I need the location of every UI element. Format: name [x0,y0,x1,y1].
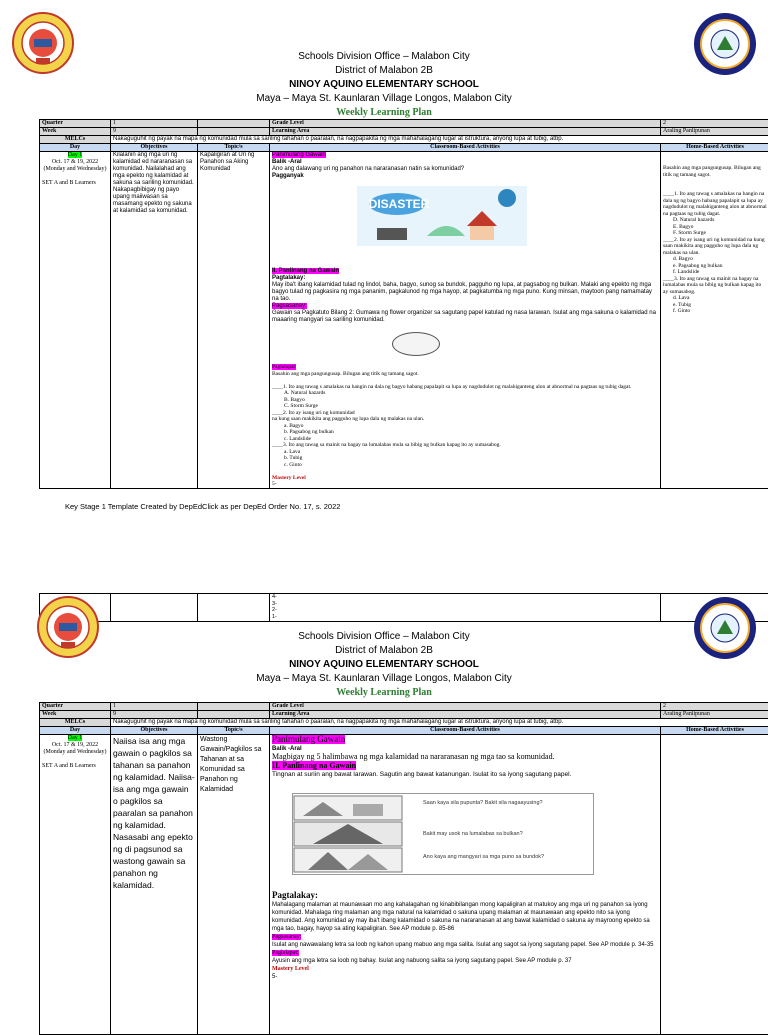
image-question-3: Ano kaya ang mangyari sa mga puno sa bundok? [423,854,588,861]
day-cell: Day 1 Oct. 17 & 19, 2022 (Monday and Wednesday) SET A and B Learners [40,152,111,489]
disaster-label: DISASTER [369,197,430,211]
page-title: Weekly Learning Plan [0,106,768,120]
learning-plan-table-1 [39,119,768,489]
topic-cell-2: Wastong Gawain/Pagkilos sa Tahanan at sa Komunidad sa Panahon ng Kalamidad [198,735,270,1035]
home-activities-2 [661,735,768,1035]
col-home: Home-Based Activities [661,144,768,152]
col-objectives: Objectives [111,144,198,152]
classroom-activities-2: Panimulang Gawain Balik -Aral Magbigay ng 5 halimbawa ng mga kalamidad na nararanasan ng mga tao sa komunidad. II. Panlinang na Gawain Tingnan at suriin ang bawat larawan. Sagutin ang bawat katanungan. Isulat ito sa iyong sagutang papel. Saan kaya sila pupunta? Bakit sila nagaayusing? Bakit may usok na lumalabas sa bulkan? Ano kaya ang mangyari sa mga puno sa bundok? Pagtalakay: Mahalagang malaman at maunawaan mo ang kahalagahan ng kinabibilangan mong kapaligiran at matukoy ang mga uri ng panahon sa iyong komunidad. Mahalaga ring malaman ang mga natural na kalamidad o sakuna upang malaman at maunawaan ang epekto nito sa iyong komunidad. Ang komunidad ay may iba't ibang kalamidad o sakuna na nararanasan at ang bawat kalamidad o sakuna ay mayroong epekto sa mga tao, bagay, hayop sa ating kapaligiran. See AP module p. 85-86 Pagsasanay: Isulat ang nawawalang letra sa loob ng kahon upang mabuo ang mga salita. Isulat ang sagot sa iyong sagutang papel. See AP module p. 34-35 Paglalapat: Ayusin ang mga letra sa loob ng bahay. Isulat ang nabuong salita sa iyong sagutang papel. See AP module p. 37 Mastery Level 5- [270,735,661,1035]
image-question-1: Saan kaya sila pupunta? Bakit sila nagaayusing? [423,800,588,807]
grade-value: 2 [661,120,768,128]
continuation-table: 4- 3- 2- 1- [39,593,768,622]
district-2: District of Malabon 2B [0,644,768,658]
melcs-label: MELCs [40,136,111,144]
day-cell-2: Day 1 Oct. 17 & 19, 2022 (Monday and Wednesday) SET A and B Learners [40,735,111,1035]
quarter-value: 1 [111,120,198,128]
disaster-image [357,186,527,246]
topic-cell: Kapaligiran at Uri ng Panahon sa Aking Komunidad [198,152,270,489]
district: District of Malabon 2B [0,64,768,78]
template-footer: Key Stage 1 Template Created by DepEdClick as per DepEd Order No. 17, s. 2022 [65,502,340,511]
suriin-images [292,793,594,875]
division-office: Schools Division Office – Malabon City [0,50,768,64]
classroom-activities: Panimulang Gawain Balik -Aral Ano ang dalawang uri ng panahon na nararanasan natin sa komunidad? Pagganyak DISASTER II. Panlinang na Gawain Pagtalakay: May iba't ibang kalamidad tulad ng lindol, baha, bagyo, sunog sa bundok, pagguho ng lupa, at pagsabog ng bulkan. Malaki ang epekto ng mga bagyo tulad ng pagkasira ng mga pananim, pagkalunod ng mga hayop, at pagkatumba ng mga puno. Kung minsan, maytoon pang namamatay na tao. Pagsasanay: Gawain sa Pagkatuto Bilang 2: Gumawa ng flower organizer sa sagutang papel katulad ng nasa larawan. Isulat ang mga sakuna o kalamidad na maaaring mangyari sa sariling komunidad. Paglalapat: Basahin ang mga pangungusap. Bilugan ang titik ng tamang sagot. ____1. Ito ang tawag s amalakas na hangin na dala ng bagyo habang papalapit sa lupa ay nagdudulot ng malahiganteng alon at abnormal na pagtaas ng tubig dagat. A. Natural hazards B. Bagyo C. Storm Surge ____2. Ito ay isang uri ng komunidad na kung saan makikita ang pagguho ng lupa dala ng malakas na ulan. a. Bagyo b. Pagsabog ng bulkan c. Landslide ____3. Ito ang tawag sa mainit na bagay na lumalabas mula sa bibig ng bulkan kapag ito ay sumasabog. a. Lava b. Tubig c. Ginto Mastery Level 5- [270,152,661,489]
week-label: Week [40,128,111,136]
learning-plan-table-2: Quarter 1 Grade Level 2 Week 9 Learning Area Araling Panlipunan MELCs Nakaguguhit ng payak na mapa ng komunidad mula sa sariling tahahan o paaralan, na nagpapakita ng mga mahahalagang lugar at istruktura, anyong lupa at tubig, atbp. Day Objectives Topic/s Classroom-Based Activities Home-Based Activities Day 1 Oct. 17 & 19, 2022 (Monday and Wednesday) SET A and B Learners Naiisa isa ang mga gawain o pagkilos sa tahanan sa panahon ng kalamidad. Naiisa-isa ang mga gawain o pagkilos sa paaralan sa panahon ng kalamidad. Nasasabi ang epekto ng di pagsunod sa wastong gawain sa panahon ng kalamidad. Wastong Gawain/Pagkilos sa Tahanan at sa Komunidad sa Panahon ng Kalamidad Panimulang Gawain Balik -Aral Magbigay ng 5 halimbawa ng mga kalamidad na nararanasan ng mga tao sa komunidad. II. Panlinang na Gawain Tingnan at suriin ang bawat larawan. Sagutin ang bawat katanungan. Isulat ito sa iyong sagutang papel. Saan kaya sila pupunta? Bakit sila nagaayusing? Bakit may usok na lumalabas sa bulkan? Ano kaya ang mangyari sa mga puno sa bundok? Pagtalakay: Mahalagang malaman at maunawaan mo ang kahalagahan ng kinabibilangan mong kapaligiran at matukoy ang mga uri ng panahon sa iyong komunidad. Mahalaga ring malaman ang mga natural na kalamidad o sakuna upang malaman at maunawaan ang epekto nito sa iyong komunidad. Ang komunidad ay may iba't ibang kalamidad o sakuna na nararanasan at ang bawat kalamidad o sakuna ay mayroong epekto sa mga tao, bagay, hayop sa ating kapaligiran. See AP module p. 85-86 Pagsasanay: Isulat ang nawawalang letra sa loob ng kahon upang mabuo ang mga salita. Isulat ang sagot sa iyong sagutang papel. See AP module p. 34-35 Paglalapat: Ayusin ang mga letra sa loob ng bahay. Isulat ang nabuong salita sa iyong sagutang papel. See AP module p. 37 Mastery Level 5- [39,702,768,1035]
area-label: Learning Area [270,128,661,136]
school-address-2: Maya – Maya St. Kaunlaran Village Longos, Malabon City [0,672,768,686]
week-value: 9 [111,128,198,136]
day-label: Day 1 [68,152,83,158]
col-day: Day [40,144,111,152]
home-activities: Basahin ang mga pangungusap. Bilugan ang titik ng tamang sagot. ____1. Ito ang tawag s amalakas na hangin na dala ng ng bagyo habang papalapit sa lupa ay nagdudulot ng malahiganteng alon at abnormal na pagtaas ng tubig dagat. D. Natural hazards E. Bagyo F. Storm Surge ____2. Ito ay isang uri ng komunidad na kung saan makikita ang pagguho ng lupa dala ng malakas na ulan. d. Bagyo e. Pagsabog ng bulkan f. Landslide ____3. Ito ang tawag sa mainit na bagay na lumalabas mula sa bibig ng bulkan kapag ito ay sumasabog. d. Lava e. Tubig f. Ginto [661,152,768,489]
school-address: Maya – Maya St. Kaunlaran Village Longos, Malabon City [0,92,768,106]
col-classroom: Classroom-Based Activities [270,144,661,152]
grade-label: Grade Level [270,120,661,128]
melcs-value: Nakaguguhit ng payak na mapa ng komunidad mula sa sariling tahahan o paaralan, na nagpapakita ng mga mahahalagang lugar at istruktura, anyong lupa at tubig, atbp. [111,136,768,144]
flower-organizer [392,332,440,356]
area-value: Araling Panlipunan [661,128,768,136]
objectives-cell-2: Naiisa isa ang mga gawain o pagkilos sa tahanan sa panahon ng kalamidad. Naiisa-isa ang mga gawain o pagkilos sa paaralan sa panahon ng kalamidad. Nasasabi ang epekto ng di pagsunod sa wastong gawain sa panahon ng kalamidad. [111,735,198,1035]
page-title-2: Weekly Learning Plan [0,686,768,700]
division-office-2: Schools Division Office – Malabon City [0,630,768,644]
col-topics: Topic/s [198,144,270,152]
quarter-label: Quarter [40,120,111,128]
image-question-2: Bakit may usok na lumalabas sa bulkan? [423,830,588,838]
school-name: NINOY AQUINO ELEMENTARY SCHOOL [0,78,768,92]
objectives-cell: Kilalanin ang mga uri ng kalamidad ed nararanasan sa komunidad. Nailalahad ang mga epekto ng kalamidad at sakuna sa sariling komunidad. Nakapagbibigay ng payo upang maiiwasan sa masamang epekto ng sakuna at kalamidad sa komunidad. [111,152,198,489]
school-name-2: NINOY AQUINO ELEMENTARY SCHOOL [0,658,768,672]
